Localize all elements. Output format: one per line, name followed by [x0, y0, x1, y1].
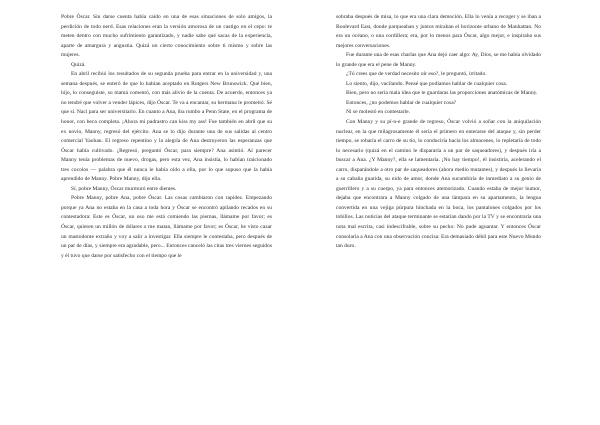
- paragraph: Bien, pero no sería mala idea que te guardaras las proporciones anatómicas de Manny.: [346, 90, 538, 97]
- paragraph: En abril recibió los resultados de su segunda prueba para entrar en la universidad y, una semana después, se enteró de que lo habían aceptado en Rutgers New Brunswick. Qué bien, hijo, lo conseguiste, su mamá comentó, con más alivio de la cuenta. De acuerdo, entonces ya no tendré que volver a vender lápices, dijo Óscar. Te va a encantar, su hermana le prometió. Sé que sí. Nací para ser universitario. En cuanto a Ana, iba rumbo a Penn State, en el programa de honor, con beca completa. ¡Ahora mi padrastro can kiss my ass! Fue también en abril que su ex novio, Manny, regresó del ejército. Ana se lo dijo durante una de sus salidas al centro comercial Yaohan. El regreso repentino y la alegría de Ana destruyeron las esperanzas que Óscar había cultivado. ¿Regresó, preguntó Óscar, para siempre? Ana asintió. Al parecer Manny tenía problemas de nuevo, drogas, pero esta vez, Ana insistía, lo habían traicionado tres cocolos — palabra que él nunca le había oído a ella, por lo que supuso que la había aprendido de Manny. Pobre Manny, dijo ella.: [61, 71, 272, 183]
- paragraph: Sí, pobre Manny, Óscar murmuró entre dientes.: [71, 185, 177, 192]
- paragraph: Lo siento, dijo, vacilando. Pensé que podíamos hablar de cualquier cosa.: [346, 80, 508, 87]
- paragraph: Quizá.: [71, 61, 86, 68]
- paragraph: sobraba después de misa, lo que era una clara democión. Ella lo venía a recoger y se iban a Boulevard East, donde parqueaban y juntos miraban el horizonte urbano de Manhattan. No era un océano, o una cordillera; era, por lo menos para Óscar, algo mejor, e inspiraba sus mejores conversaciones.: [336, 14, 541, 49]
- right-page: [336, 13, 541, 252]
- paragraph: Pobre Manny, pobre Ana, pobre Óscar. Las cosas cambiaron con rapidez. Empezando porque ya Ana no estaba en la casa a toda hora y Óscar se encontró apilando recados en su contestadora: Este es Óscar, un oso me está comiendo las piernas, llámame por favor; es Óscar, quieren un millón de dólares o me matan, llámame por favor; es Óscar, he visto cazar un mastodonte extraño y voy a salir a investigar. Ella siempre le contestaba, pero después de un par de días, y siempre era agradable, pero... Entonces canceló las citas tres viernes seguidos y él tuvo que darse por satisfecho con el tiempo que le: [61, 195, 272, 259]
- paragraph: Con Manny y su pí-n-e grande de regreso, Óscar volvió a soñar con la aniquilación nuclear, en la que milagrosamente él sería el primero en enterarse del ataque y, sin perder tiempo, se robaría el carro de su tío, lo conduciría hacia los almacenes, lo repletaría de todo lo necesario (quizá en el camino le dispararía a un par de saqueadores), y después iría a buscar a Ana. ¿Y Manny?, ella se lamentaría. ¡No hay tiempo!, él insistiría, acelerando el carro, disparándole a otro par de saqueadores (ahora medio mutantes), y después la llevaría a su cabaña guarida, su nido de amor, donde Ana sucumbiría de inmediato a su genio de guerrillero y a su cuerpo, ya para entonces atemorizado. Cuando estaba de mejor humor, dejaba que encontrara a Manny colgado de una lámpara en su apartamento, la lengua convertida en una vejiga púrpura hinchada en la boca, los pantalones colgados por los tobillos. Las noticias del ataque terminante se estarían dando por la TV y se encontraría una nota mal escrita, casi indescifrable, sobre su pecho: No pude aguantar. Y entonces Óscar consolaría a Ana con una observación concisa: Era demasiado débil para este Nuevo Mundo tan duro.: [336, 119, 541, 250]
- left-page: [61, 13, 272, 261]
- paragraph: Fue durante una de esas charlas que Ana dejó caer algo: Ay, Dios, se me había olvidado lo grande que era el pene de Manny.: [336, 52, 541, 68]
- paragraph: Entonces, ¿no podemos hablar de cualquier cosa?: [346, 99, 457, 106]
- paragraph: Pobre Óscar. Sin darse cuenta había caído en una de esas situaciones de solo amigos, la perdición de todo nerd. Esas relaciones eran la versión amorosa de un castigo en el cepo: te meten dentro con mucho sufrimiento garantizado, y nadie sabe qué sacas de la experiencia, aparte de amargura y angustia. Quizá un cierto conocimiento sobre ti mismo y sobre las mujeres.: [61, 14, 272, 59]
- paragraph: ¿Tú crees que de verdad necesito oír eso?, le preguntó, irritado.: [346, 71, 487, 78]
- paragraph: Ni se molestó en contestarle.: [346, 109, 410, 116]
